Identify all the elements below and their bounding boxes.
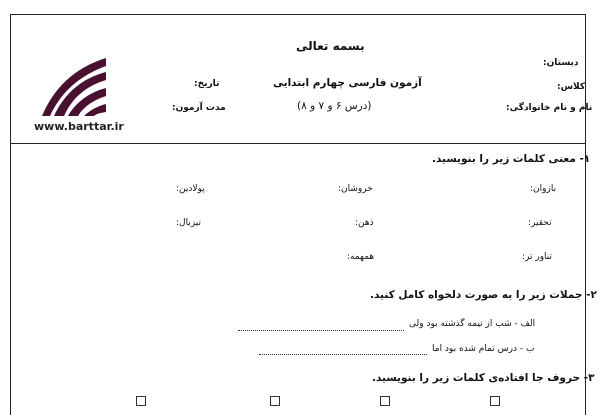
- q3-blank-box[interactable]: [380, 396, 390, 406]
- date-label: تاریخ:: [194, 79, 220, 89]
- bismillah-heading: بسمه تعالی: [296, 39, 365, 53]
- q1-word: تیزبال:: [176, 218, 202, 228]
- q1-word: پولادین:: [176, 184, 205, 194]
- q1-word: خروشان:: [338, 184, 373, 194]
- q2-answer-line[interactable]: [238, 330, 404, 331]
- question-3-title: ۳- حروف جا افتاده‌ی کلمات زیر را بنویسید.: [372, 372, 595, 384]
- exam-title: آزمون فارسی چهارم ابتدایی: [273, 77, 422, 89]
- question-2-title: ۲- جملات زیر را به صورت دلخواه کامل کنید.: [370, 289, 597, 301]
- q1-word: همهمه:: [347, 252, 375, 262]
- exam-lessons: (درس ۶ و ۷ و ۸): [297, 100, 372, 112]
- q1-word: تناور تر:: [522, 252, 553, 262]
- barttar-logo-icon: [34, 48, 114, 118]
- header-divider: [10, 143, 586, 144]
- q3-blank-box[interactable]: [136, 396, 146, 406]
- q1-word: تحقیر:: [528, 218, 552, 228]
- q2-answer-line[interactable]: [259, 354, 427, 355]
- duration-label: مدت آزمون:: [172, 103, 226, 113]
- question-1-title: ۱- معنی کلمات زیر را بنویسید.: [432, 153, 591, 165]
- q2-sentence: ب - درس تمام شده بود اما: [432, 344, 535, 354]
- q2-sentence: الف - شب از نیمه گذشته بود ولی: [409, 319, 536, 329]
- q1-word: ذهن:: [355, 218, 374, 228]
- q3-blank-box[interactable]: [270, 396, 280, 406]
- class-label: کلاس:: [557, 82, 586, 92]
- q1-word: بازوان:: [530, 184, 557, 194]
- website-label: www.barttar.ir: [34, 120, 124, 133]
- student-name-label: نام و نام خانوادگی:: [506, 103, 593, 113]
- school-label: دبستان:: [543, 58, 579, 68]
- q3-blank-box[interactable]: [490, 396, 500, 406]
